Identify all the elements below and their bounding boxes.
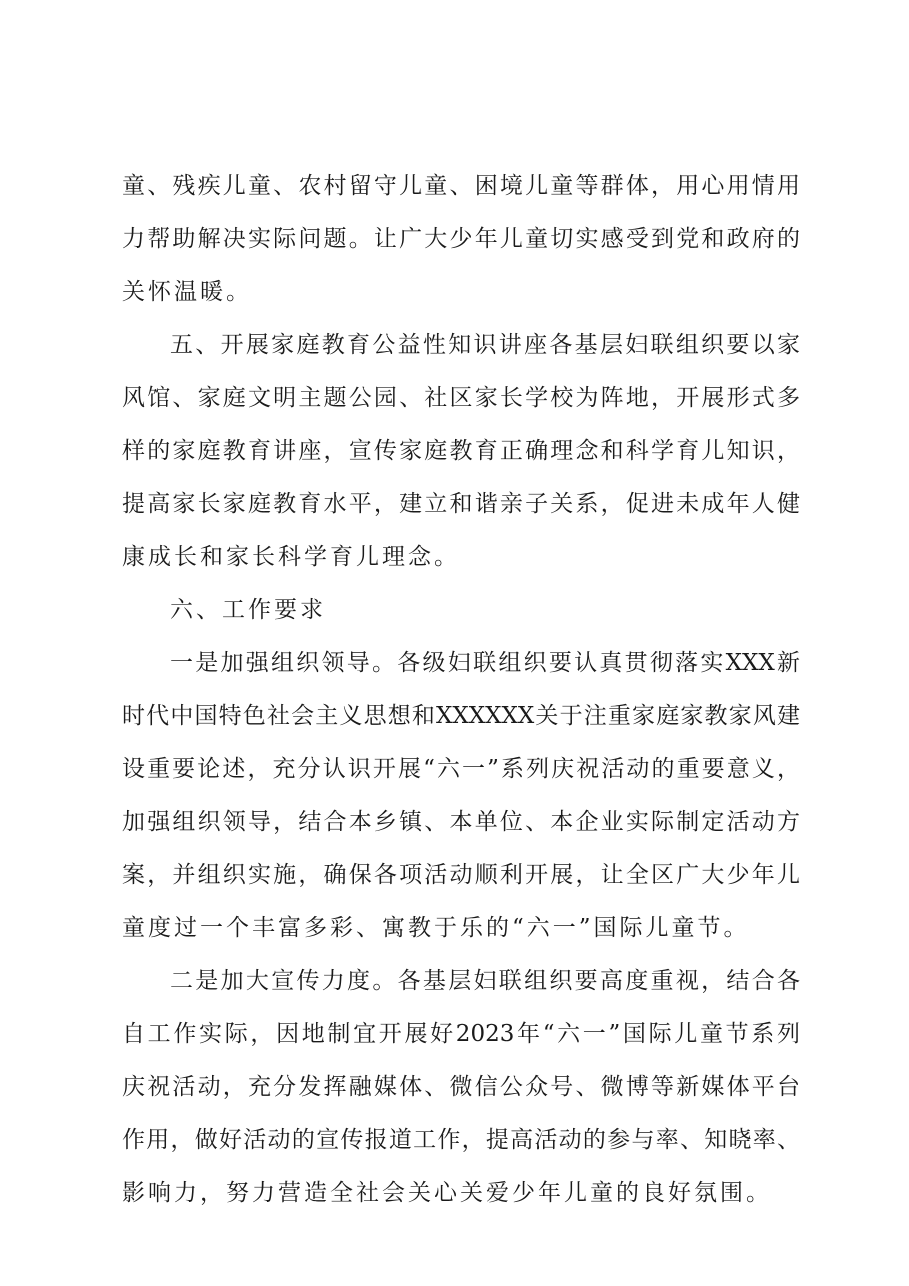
text-line: 时代中国特色社会主义思想和XXXXXX关于注重家庭家教家风建	[122, 703, 800, 729]
text-line: 童、残疾儿童、农村留守儿童、困境儿童等群体，用心用情用	[122, 173, 800, 199]
paragraph-first-line: 一是加强组织领导。各级妇联组织要认真贯彻落实XXX新	[170, 650, 800, 676]
text-line: 加强组织领导，结合本乡镇、本单位、本企业实际制定活动方	[122, 809, 800, 835]
text-line: 案，并组织实施，确保各项活动顺利开展，让全区广大少年儿	[122, 862, 800, 888]
text-line: 庆祝活动，充分发挥融媒体、微信公众号、微博等新媒体平台	[122, 1074, 800, 1100]
text-line: 童度过一个丰富多彩、寓教于乐的“六一”国际儿童节。	[122, 915, 750, 941]
text-line: 设重要论述，充分认识开展“六一”系列庆祝活动的重要意义，	[122, 756, 800, 782]
text-line: 关怀温暖。	[122, 279, 252, 305]
text-line: 康成长和家长科学育儿理念。	[122, 544, 460, 570]
text-line: 作用，做好活动的宣传报道工作，提高活动的参与率、知晓率、	[122, 1127, 800, 1153]
text-line: 力帮助解决实际问题。让广大少年儿童切实感受到党和政府的	[122, 226, 800, 252]
paragraph-first-line: 五、开展家庭教育公益性知识讲座各基层妇联组织要以家	[170, 332, 800, 358]
section-heading: 六、工作要求	[170, 597, 326, 623]
document-body	[122, 160, 800, 1220]
text-line: 影响力，努力营造全社会关心关爱少年儿童的良好氛围。	[122, 1180, 772, 1206]
text-line: 样的家庭教育讲座，宣传家庭教育正确理念和科学育儿知识，	[122, 438, 800, 464]
text-line: 自工作实际，因地制宜开展好2023年“六一”国际儿童节系列	[122, 1021, 800, 1047]
text-line: 风馆、家庭文明主题公园、社区家长学校为阵地，开展形式多	[122, 385, 800, 411]
paragraph-first-line: 二是加大宣传力度。各基层妇联组织要高度重视，结合各	[170, 968, 800, 994]
text-line: 提高家长家庭教育水平，建立和谐亲子关系，促进未成年人健	[122, 491, 800, 517]
